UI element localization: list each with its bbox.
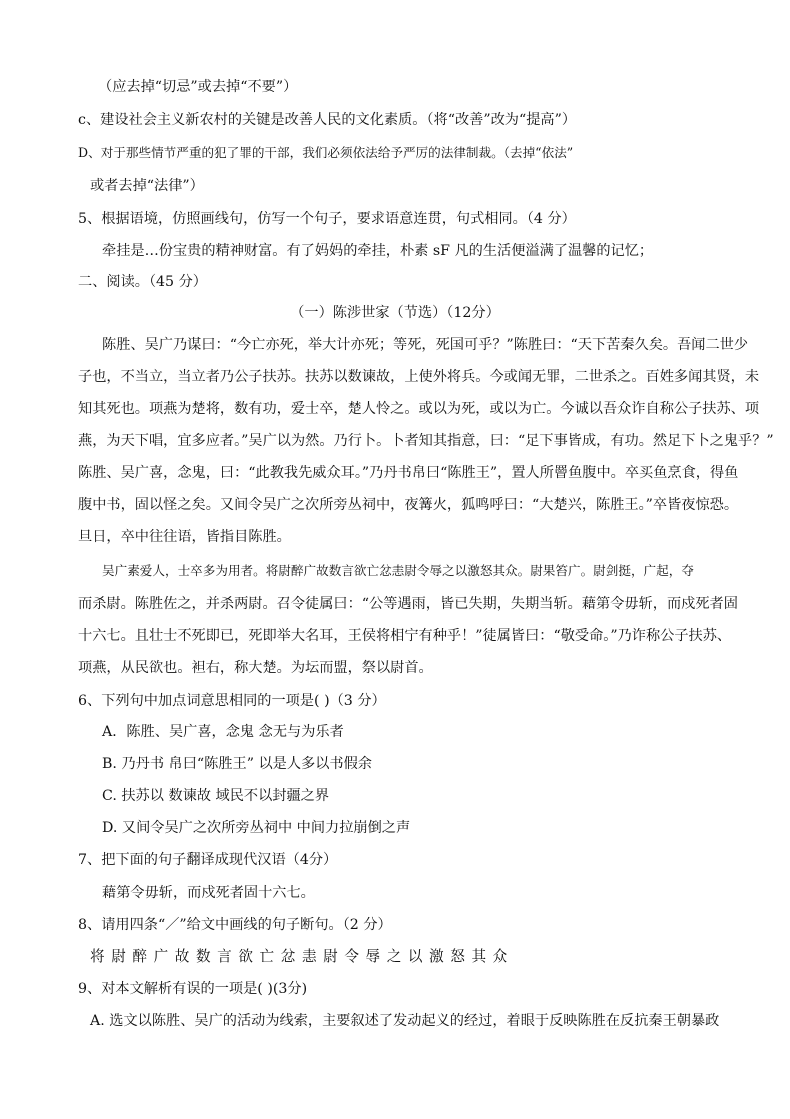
question-7-sentence: 藉第令毋斩，而戍死者固十六七。 — [102, 885, 315, 901]
question-6-option-c: C. 扶苏以 数谏故 域民不以封疆之界 — [102, 788, 330, 804]
passage-line: 项燕，从民欲也。袒右，称大楚。为坛而盟，祭以尉首。 — [78, 660, 433, 676]
question-8: 8、请用四条“／”给文中画线的句子断句。（2 分） — [78, 917, 392, 933]
question-8-sentence: 将尉醉广故数言欲亡忿恚尉令辱之以激怒其众 — [90, 948, 514, 965]
question-5: 5、根据语境，仿照画线句，仿写一个句子，要求语意连贯，句式相同。（4 分） — [78, 211, 576, 227]
question-9: 9、对本文解析有误的一项是( )(3分) — [78, 981, 308, 997]
section-heading-reading: 二、阅读。（45 分） — [78, 274, 207, 290]
passage-line: 燕，为天下唱，宜多应者。”吴广以为然。乃行卜。卜者知其指意，曰：“足下事皆成，有功。然足下卜之鬼乎？” — [78, 433, 774, 449]
option-c-line: c、建设社会主义新农村的关键是改善人民的文化素质。（将“改善”改为“提高”） — [78, 112, 577, 128]
passage-line: 陈胜、吴广喜，念鬼，曰：“此教我先威众耳。”乃丹书帛曰“陈胜王”，置人所罾鱼腹中。卒买鱼烹食，得鱼 — [78, 465, 739, 481]
option-d-continued: 或者去掉“法律”） — [90, 178, 204, 194]
question-6-option-d: D. 又间令吴广之次所旁丛祠中 中间力拉崩倒之声 — [102, 820, 411, 836]
passage-line: 陈胜、吴广乃谋曰：“今亡亦死，举大计亦死；等死，死国可乎？”陈胜曰：“天下苦秦久矣。吾闻二世少 — [102, 337, 749, 353]
question-7: 7、把下面的句子翻译成现代汉语（4分） — [78, 852, 338, 868]
question-6-option-b: B. 乃丹书 帛曰“陈胜王” 以是人多以书假余 — [102, 756, 372, 772]
passage-line: 腹中书，固以怪之矣。又间令吴广之次所旁丛祠中，夜篝火，狐鸣呼曰：“大楚兴，陈胜王。”卒皆夜惊恐。 — [78, 497, 739, 513]
question-9-option-a: A. 选文以陈胜、吴广的活动为线索，主要叙述了发动起义的经过，着眼于反映陈胜在反抗秦王朝暴政 — [90, 1013, 720, 1029]
passage-line: 旦日，卒中往往语，皆指目陈胜。 — [78, 529, 291, 545]
option-d-line: D、对于那些情节严重的犯了罪的干部，我们必须依法给予严厉的法律制裁。（去掉“依法” — [78, 145, 574, 160]
passage-line-underlined-sentence: 吴广素爱人，士卒多为用者。将尉醉广故数言欲亡忿恚尉令辱之以激怒其众。尉果笞广。尉剑挺，广起，夺 — [102, 563, 694, 578]
passage-line: 子也，不当立，当立者乃公子扶苏。扶苏以数谏故，上使外将兵。今或闻无罪，二世杀之。百姓多闻其贤，未 — [78, 369, 760, 385]
passage-title: （一）陈涉世家（节选）（12分） — [290, 305, 500, 321]
answer-note-line: （应去掉“切忌”或去掉“不要”） — [98, 79, 298, 95]
question-6: 6、下列句中加点词意思相同的一项是( )（3 分） — [78, 693, 386, 709]
passage-line: 知其死也。项燕为楚将，数有功，爱士卒，楚人怜之。或以为死，或以为亡。今诚以吾众诈自称公子扶苏、项 — [78, 401, 760, 417]
passage-line: 十六七。且壮士不死即已，死即举大名耳，王侯将相宁有种乎！”徒属皆曰：“敬受命。”乃诈称公子扶苏、 — [78, 628, 732, 644]
question-6-option-a: A．陈胜、吴广喜，念鬼 念无与为乐者 — [102, 724, 344, 740]
passage-line: 而杀尉。陈胜佐之，并杀两尉。召令徒属曰：“公等遇雨，皆已失期，失期当斩。藉第令毋斩，而戍死者固 — [78, 596, 738, 612]
question-5-prompt: 牵挂是…份宝贵的精神财富。有了妈妈的牵挂，朴素 sF 凡的生活便溢满了温馨的记忆； — [102, 243, 654, 259]
